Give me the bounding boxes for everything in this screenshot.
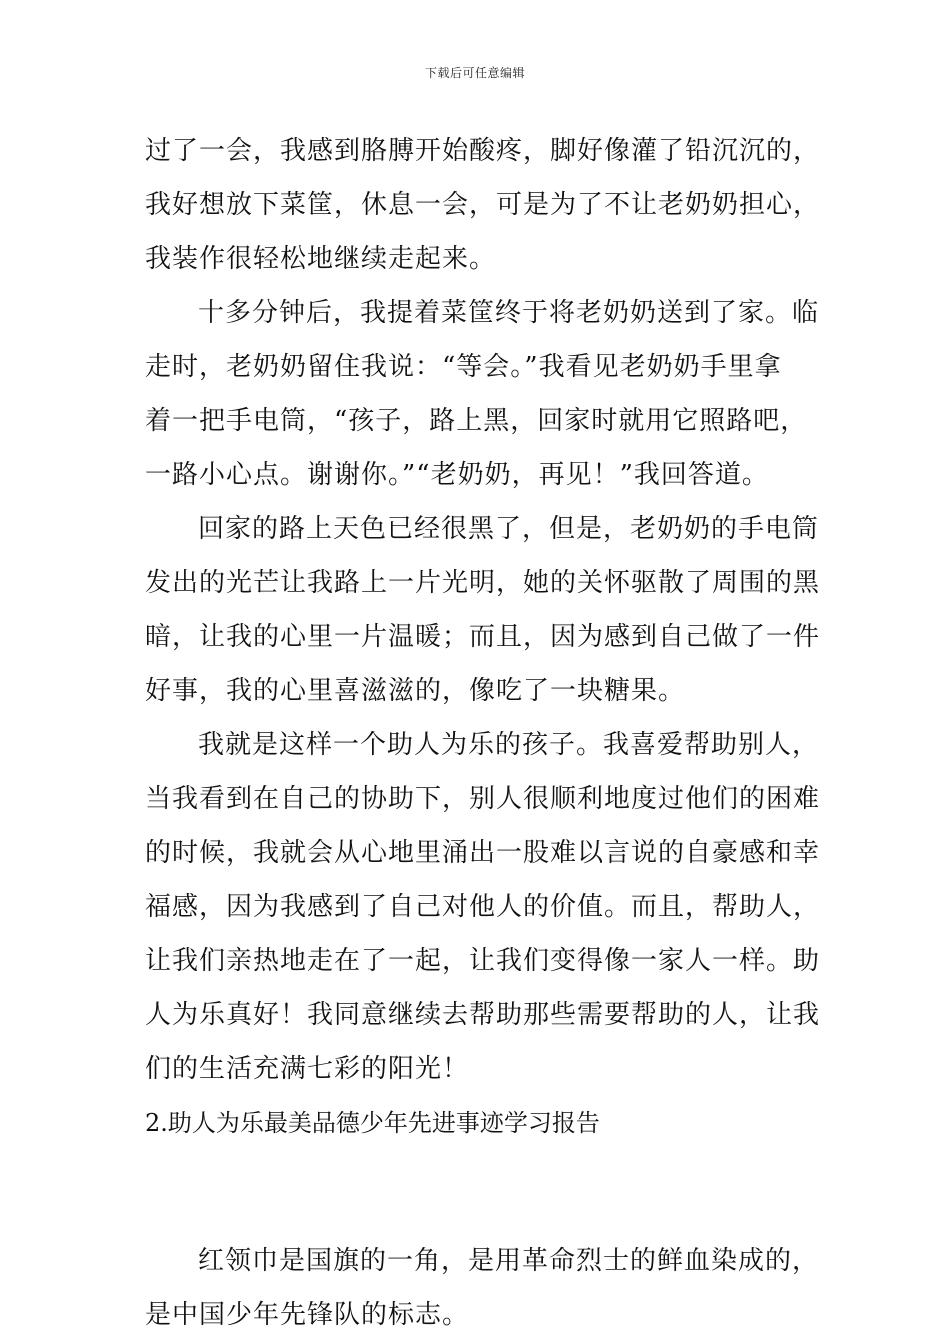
text-line: 是中国少年先锋队的标志。	[145, 1300, 470, 1330]
paragraph-3	[145, 502, 821, 718]
blank-space	[145, 1150, 815, 1234]
paragraph-1	[145, 124, 821, 286]
text-line: 红领巾是国旗的一角，是用革命烈士的鲜血染成的，	[198, 1246, 820, 1276]
text-line: 十多分钟后，我提着菜筐终于将老奶奶送到了家。临	[198, 298, 820, 328]
text-line: 暗，让我的心里一片温暖；而且，因为感到自己做了一件	[145, 622, 821, 652]
text-line: 回家的路上天色已经很黑了，但是，老奶奶的手电筒	[198, 514, 820, 544]
page-header: 下载后可任意编辑	[424, 66, 525, 80]
text-line: 发出的光芒让我路上一片光明，她的关怀驱散了周围的黑	[145, 568, 821, 598]
text-line: 我好想放下菜筐，休息一会，可是为了不让老奶奶担心，	[145, 190, 821, 220]
text-line: 人为乐真好！我同意继续去帮助那些需要帮助的人，让我	[145, 1000, 821, 1030]
text-line: 好事，我的心里喜滋滋的，像吃了一块糖果。	[145, 676, 686, 706]
text-line: 我就是这样一个助人为乐的孩子。我喜爱帮助别人，	[198, 730, 820, 760]
document-body	[145, 124, 821, 1342]
section-heading: 2.助人为乐最美品德少年先进事迹学习报告	[145, 1109, 600, 1137]
text-line: 过了一会，我感到胳膊开始酸疼，脚好像灌了铅沉沉的，	[145, 136, 821, 166]
text-line: 让我们亲热地走在了一起，让我们变得像一家人一样。助	[145, 946, 821, 976]
paragraph-5	[145, 1234, 820, 1342]
text-line: 的时候，我就会从心地里涌出一股难以言说的自豪感和幸	[145, 838, 821, 868]
paragraph-4	[145, 718, 821, 1096]
text-line: 我装作很轻松地继续走起来。	[145, 244, 497, 274]
paragraph-2	[145, 286, 820, 502]
text-line: 当我看到在自己的协助下，别人很顺利地度过他们的困难	[145, 784, 821, 814]
text-line: 走时，老奶奶留住我说：“等会。”我看见老奶奶手里拿	[145, 352, 782, 382]
text-line: 着一把手电筒，“孩子，路上黑，回家时就用它照路吧，	[145, 406, 808, 436]
text-line: 福感，因为我感到了自己对他人的价值。而且，帮助人，	[145, 892, 821, 922]
text-line: 一路小心点。谢谢你。”“老奶奶，再见！”我回答道。	[145, 460, 769, 490]
text-line: 们的生活充满七彩的阳光！	[145, 1054, 470, 1084]
